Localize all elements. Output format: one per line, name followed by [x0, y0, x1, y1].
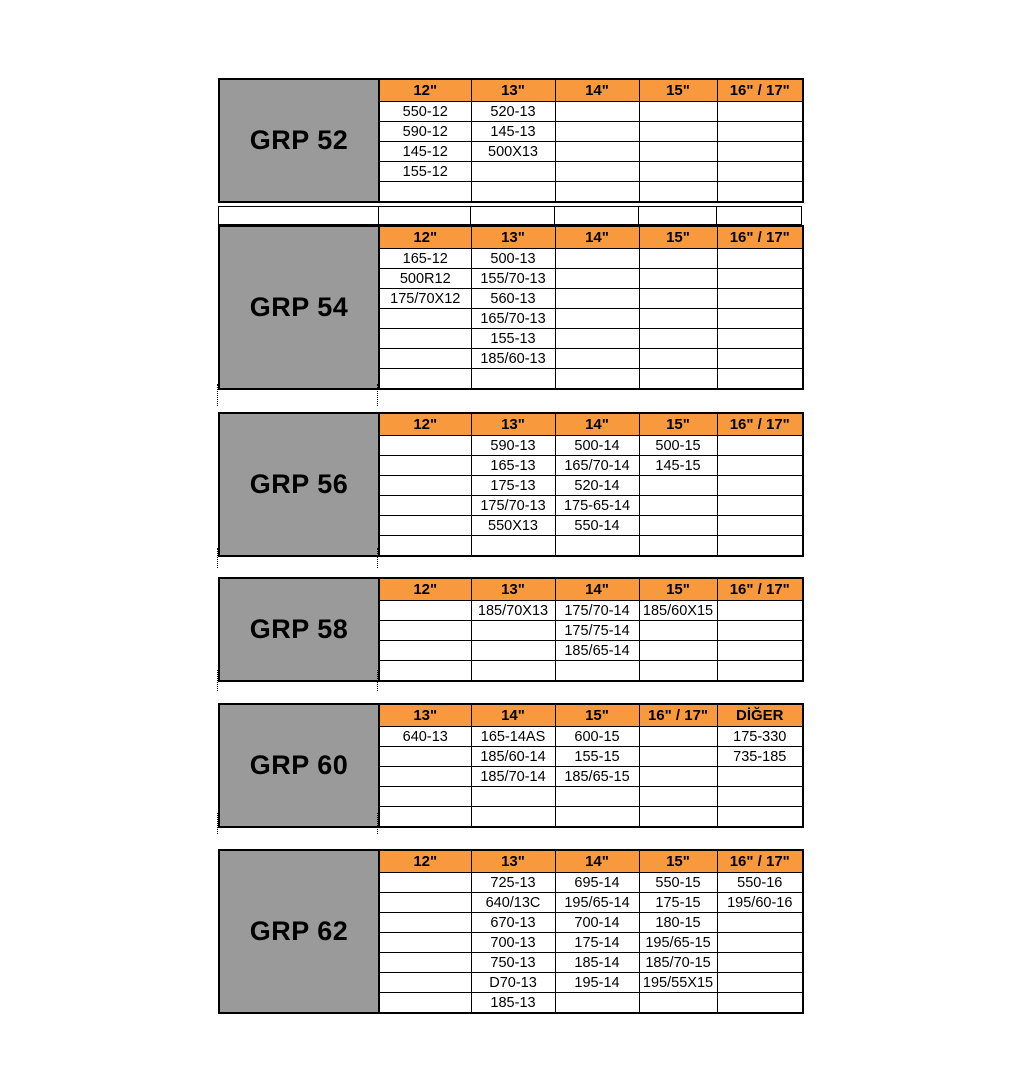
table-row: [379, 436, 803, 456]
column-header: 14": [555, 850, 639, 873]
size-cell: 550X13: [471, 516, 555, 536]
size-cell: [555, 102, 639, 122]
table-row: [379, 993, 803, 1014]
size-cell: [471, 621, 555, 641]
column-header: 15": [639, 79, 717, 102]
size-cell: [717, 767, 803, 787]
size-cell: 145-13: [471, 122, 555, 142]
size-cell: [717, 601, 803, 621]
size-cell: [379, 933, 471, 953]
size-cell: 185/70X13: [471, 601, 555, 621]
column-header: 13": [471, 850, 555, 873]
size-cell: [639, 767, 717, 787]
size-cell: [379, 953, 471, 973]
size-cell: [555, 661, 639, 682]
size-cell: [639, 641, 717, 661]
size-cell: [379, 807, 471, 828]
header-row: [379, 850, 803, 873]
group-label: GRP 62: [218, 849, 378, 1014]
table-row: [379, 601, 803, 621]
group-table-grp-52: [218, 78, 802, 203]
table-row: [379, 182, 803, 203]
column-header: 13": [379, 704, 471, 727]
size-cell: [555, 536, 639, 557]
size-cell: 180-15: [639, 913, 717, 933]
table-row: [379, 807, 803, 828]
column-header: 13": [471, 79, 555, 102]
table-row: [379, 289, 803, 309]
size-cell: [639, 329, 717, 349]
size-cell: [717, 993, 803, 1014]
size-cell: 550-16: [717, 873, 803, 893]
size-cell: [717, 162, 803, 182]
size-cell: 185/60X15: [639, 601, 717, 621]
header-row: [379, 79, 803, 102]
size-cell: [379, 329, 471, 349]
table-row: [379, 747, 803, 767]
column-header: 15": [639, 226, 717, 249]
separator-cell: [379, 207, 471, 224]
size-cell: [379, 349, 471, 369]
size-cell: 165/70-14: [555, 456, 639, 476]
size-cell: [639, 102, 717, 122]
table-row: [379, 456, 803, 476]
size-cell: [717, 182, 803, 203]
table-row: [379, 536, 803, 557]
size-cell: 185/65-14: [555, 641, 639, 661]
size-cell: [555, 309, 639, 329]
size-cell: [379, 436, 471, 456]
table-row: [379, 349, 803, 369]
size-cell: 175-13: [471, 476, 555, 496]
size-cell: 195/60-16: [717, 893, 803, 913]
size-cell: 725-13: [471, 873, 555, 893]
size-cell: [555, 249, 639, 269]
table-row: [379, 122, 803, 142]
column-header: 14": [555, 226, 639, 249]
column-header: 16" / 17": [717, 79, 803, 102]
table-row: [379, 102, 803, 122]
size-cell: [471, 162, 555, 182]
size-cell: [471, 641, 555, 661]
size-cell: 185/70-15: [639, 953, 717, 973]
page-break-dotted-line: [217, 670, 218, 691]
separator-cell: [219, 207, 379, 224]
size-cell: 500-13: [471, 249, 555, 269]
table-row: [379, 913, 803, 933]
size-cell: [555, 122, 639, 142]
size-cell: 185/70-14: [471, 767, 555, 787]
column-header: 12": [379, 79, 471, 102]
size-cell: [717, 973, 803, 993]
group-table-grp-62: [218, 849, 802, 1014]
size-cell: [379, 601, 471, 621]
table-row: [379, 973, 803, 993]
size-cell: [379, 913, 471, 933]
column-header: 16" / 17": [717, 226, 803, 249]
size-cell: [639, 661, 717, 682]
size-cell: [379, 496, 471, 516]
column-header: 16" / 17": [639, 704, 717, 727]
size-cell: 165-14AS: [471, 727, 555, 747]
size-cell: [555, 349, 639, 369]
header-row: [379, 413, 803, 436]
size-cell: 520-14: [555, 476, 639, 496]
table-row: [379, 893, 803, 913]
table-row: [379, 727, 803, 747]
size-cell: [717, 289, 803, 309]
size-grid: [378, 703, 804, 828]
size-cell: [717, 661, 803, 682]
header-row: [379, 704, 803, 727]
size-cell: [717, 496, 803, 516]
size-cell: [555, 787, 639, 807]
size-cell: [379, 516, 471, 536]
size-cell: [639, 249, 717, 269]
size-cell: 735-185: [717, 747, 803, 767]
group-table-grp-60: [218, 703, 802, 828]
size-cell: [379, 536, 471, 557]
size-cell: [555, 289, 639, 309]
size-cell: [717, 122, 803, 142]
column-header: 16" / 17": [717, 850, 803, 873]
size-cell: 550-15: [639, 873, 717, 893]
size-cell: 175-330: [717, 727, 803, 747]
size-cell: [379, 182, 471, 203]
size-cell: 185/60-13: [471, 349, 555, 369]
group-table-grp-56: [218, 412, 802, 557]
size-cell: [639, 289, 717, 309]
table-row: [379, 787, 803, 807]
size-cell: [717, 456, 803, 476]
size-cell: [639, 516, 717, 536]
size-cell: [379, 747, 471, 767]
size-cell: [379, 873, 471, 893]
size-cell: 175-65-14: [555, 496, 639, 516]
size-cell: [717, 102, 803, 122]
table-row: [379, 496, 803, 516]
table-row: [379, 621, 803, 641]
size-cell: 670-13: [471, 913, 555, 933]
size-cell: [639, 476, 717, 496]
size-cell: [379, 767, 471, 787]
table-row: [379, 369, 803, 390]
group-label: GRP 52: [218, 78, 378, 203]
column-header: 14": [555, 79, 639, 102]
header-row: [379, 578, 803, 601]
column-header: 13": [471, 578, 555, 601]
size-cell: 155-15: [555, 747, 639, 767]
size-cell: [639, 349, 717, 369]
size-grid: [378, 78, 804, 203]
size-cell: 500-15: [639, 436, 717, 456]
page-break-dotted-line: [217, 384, 218, 406]
size-cell: [717, 913, 803, 933]
size-cell: [639, 496, 717, 516]
table-row: [379, 873, 803, 893]
size-cell: 500-14: [555, 436, 639, 456]
table-row: [379, 476, 803, 496]
size-cell: [379, 456, 471, 476]
size-cell: [555, 269, 639, 289]
size-cell: [471, 807, 555, 828]
size-cell: [639, 309, 717, 329]
separator-cell: [555, 207, 639, 224]
size-cell: 195-14: [555, 973, 639, 993]
size-cell: 590-12: [379, 122, 471, 142]
column-header: 16" / 17": [717, 413, 803, 436]
group-table-grp-58: [218, 577, 802, 682]
size-cell: [555, 162, 639, 182]
size-cell: [379, 993, 471, 1014]
size-cell: [717, 641, 803, 661]
size-cell: 175-14: [555, 933, 639, 953]
size-cell: 145-15: [639, 456, 717, 476]
size-cell: [379, 893, 471, 913]
size-cell: 155/70-13: [471, 269, 555, 289]
group-label: GRP 60: [218, 703, 378, 828]
size-cell: 175/70X12: [379, 289, 471, 309]
size-cell: [717, 142, 803, 162]
group-label: GRP 56: [218, 412, 378, 557]
group-table-grp-54: [218, 225, 802, 390]
table-row: [379, 641, 803, 661]
size-cell: 155-12: [379, 162, 471, 182]
size-grid: [378, 577, 804, 682]
size-cell: 550-14: [555, 516, 639, 536]
page-break-dotted-line: [377, 384, 378, 406]
table-row: [379, 661, 803, 682]
page-break-dotted-line: [377, 813, 378, 834]
size-cell: 520-13: [471, 102, 555, 122]
table-row: [379, 953, 803, 973]
size-cell: 750-13: [471, 953, 555, 973]
size-cell: [555, 142, 639, 162]
table-row: [379, 249, 803, 269]
size-cell: [639, 536, 717, 557]
table-row: [379, 269, 803, 289]
page-break-dotted-line: [217, 548, 218, 568]
size-cell: [717, 807, 803, 828]
size-cell: [717, 269, 803, 289]
size-cell: [639, 727, 717, 747]
size-cell: [379, 621, 471, 641]
column-header: 12": [379, 226, 471, 249]
size-cell: 165-12: [379, 249, 471, 269]
separator-cell: [717, 207, 802, 224]
column-header: 13": [471, 226, 555, 249]
size-cell: 700-14: [555, 913, 639, 933]
size-cell: 195/65-14: [555, 893, 639, 913]
size-cell: [471, 369, 555, 390]
size-grid: [378, 849, 804, 1014]
size-cell: 185-14: [555, 953, 639, 973]
size-cell: [379, 369, 471, 390]
size-cell: 590-13: [471, 436, 555, 456]
size-cell: [639, 142, 717, 162]
size-cell: [555, 993, 639, 1014]
column-header: 13": [471, 413, 555, 436]
size-grid: [378, 225, 804, 390]
size-cell: [639, 747, 717, 767]
size-cell: 500X13: [471, 142, 555, 162]
size-cell: 185-13: [471, 993, 555, 1014]
size-cell: [379, 641, 471, 661]
table-row: [379, 516, 803, 536]
group-label: GRP 54: [218, 225, 378, 390]
table-row: [379, 162, 803, 182]
page-break-dotted-line: [217, 813, 218, 834]
size-cell: [717, 933, 803, 953]
size-cell: [717, 621, 803, 641]
column-header: DİĞER: [717, 704, 803, 727]
size-cell: [717, 329, 803, 349]
column-header: 15": [639, 413, 717, 436]
size-cell: 640/13C: [471, 893, 555, 913]
size-cell: [717, 369, 803, 390]
size-cell: D70-13: [471, 973, 555, 993]
size-cell: [639, 993, 717, 1014]
size-cell: 175-15: [639, 893, 717, 913]
separator-cell: [639, 207, 717, 224]
size-cell: [471, 661, 555, 682]
size-cell: [717, 309, 803, 329]
column-header: 15": [639, 578, 717, 601]
column-header: 12": [379, 850, 471, 873]
size-cell: [379, 787, 471, 807]
size-cell: [717, 953, 803, 973]
size-cell: [639, 269, 717, 289]
size-cell: [555, 807, 639, 828]
column-header: 16" / 17": [717, 578, 803, 601]
size-cell: [555, 182, 639, 203]
table-row: [379, 933, 803, 953]
size-cell: [717, 436, 803, 456]
size-cell: 195/55X15: [639, 973, 717, 993]
column-header: 12": [379, 578, 471, 601]
column-header: 12": [379, 413, 471, 436]
size-cell: [717, 476, 803, 496]
size-cell: 550-12: [379, 102, 471, 122]
size-cell: [717, 516, 803, 536]
size-cell: 145-12: [379, 142, 471, 162]
size-cell: [471, 182, 555, 203]
tables-stack: [218, 78, 802, 1014]
column-header: 14": [555, 413, 639, 436]
page-break-dotted-line: [377, 670, 378, 691]
column-header: 14": [471, 704, 555, 727]
size-cell: 695-14: [555, 873, 639, 893]
size-cell: [717, 536, 803, 557]
size-cell: [471, 787, 555, 807]
size-cell: [639, 122, 717, 142]
size-cell: 175/70-13: [471, 496, 555, 516]
separator-cell: [471, 207, 555, 224]
empty-separator-row: [218, 206, 802, 225]
table-row: [379, 309, 803, 329]
size-cell: 175/70-14: [555, 601, 639, 621]
size-cell: 165/70-13: [471, 309, 555, 329]
size-cell: [639, 787, 717, 807]
size-cell: [717, 349, 803, 369]
size-cell: 640-13: [379, 727, 471, 747]
size-cell: [639, 369, 717, 390]
size-cell: [379, 661, 471, 682]
size-cell: 700-13: [471, 933, 555, 953]
size-cell: 155-13: [471, 329, 555, 349]
size-cell: [379, 476, 471, 496]
size-cell: [717, 787, 803, 807]
size-cell: 185/65-15: [555, 767, 639, 787]
size-cell: [639, 621, 717, 641]
table-row: [379, 767, 803, 787]
size-cell: 600-15: [555, 727, 639, 747]
size-cell: 165-13: [471, 456, 555, 476]
size-cell: 195/65-15: [639, 933, 717, 953]
column-header: 15": [639, 850, 717, 873]
size-cell: [717, 249, 803, 269]
size-cell: [639, 182, 717, 203]
header-row: [379, 226, 803, 249]
size-cell: 175/75-14: [555, 621, 639, 641]
size-cell: [555, 369, 639, 390]
size-cell: [379, 309, 471, 329]
column-header: 14": [555, 578, 639, 601]
table-row: [379, 142, 803, 162]
size-grid: [378, 412, 804, 557]
group-label: GRP 58: [218, 577, 378, 682]
size-cell: 560-13: [471, 289, 555, 309]
size-cell: [555, 329, 639, 349]
table-row: [379, 329, 803, 349]
column-header: 15": [555, 704, 639, 727]
size-cell: [639, 162, 717, 182]
size-cell: [379, 973, 471, 993]
page-break-dotted-line: [377, 548, 378, 568]
size-cell: [639, 807, 717, 828]
size-cell: 185/60-14: [471, 747, 555, 767]
size-cell: [471, 536, 555, 557]
size-cell: 500R12: [379, 269, 471, 289]
